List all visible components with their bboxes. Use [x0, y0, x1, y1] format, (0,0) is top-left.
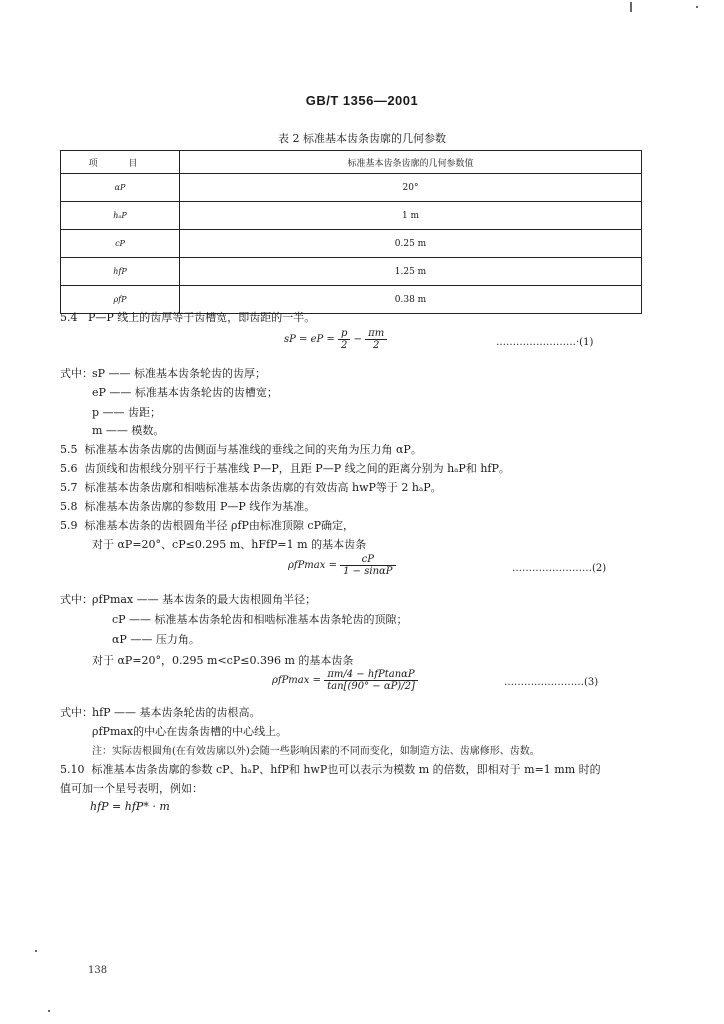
document-header: GB/T 1356—2001	[305, 93, 419, 108]
param-cell: hₐP	[61, 202, 180, 230]
frac-denominator: 2	[341, 340, 348, 351]
section-number: 5.6	[60, 462, 78, 475]
section-number: 5.5	[60, 443, 78, 456]
definition-item: ρfPmax的中心在齿条齿槽的中心线上。	[92, 725, 288, 738]
column-header-item: 项 目	[61, 151, 180, 174]
condition-text: 对于 αP=20°，0.295 m<cP≤0.396 m 的基本齿条	[92, 654, 354, 667]
defs-prefix: 式中：	[60, 367, 93, 380]
section-number: 5.10	[60, 763, 85, 776]
section-number: 5.9	[60, 519, 78, 532]
fraction	[324, 669, 418, 692]
parameter-table	[60, 150, 642, 314]
scan-speck	[35, 950, 37, 952]
value-cell: 0.38 m	[180, 286, 642, 314]
section-text: 标准基本齿条齿廓和相啮标准基本齿条齿廓的有效齿高 hwP等于 2 hₐP。	[84, 481, 442, 494]
param-cell: αP	[61, 174, 180, 202]
scan-speck	[696, 6, 698, 8]
definition-item: αP —— 压力角。	[112, 633, 200, 646]
section-5-4	[60, 309, 315, 325]
table-caption: 表 2 标准基本齿条齿廓的几何参数	[278, 132, 446, 145]
eq-left: sP = eP =	[284, 334, 335, 345]
eq-operator: −	[353, 334, 362, 345]
param-cell: cP	[61, 230, 180, 258]
column-header-value: 标准基本齿条齿廓的几何参数值	[180, 151, 642, 174]
section-5-10	[60, 761, 601, 777]
frac-denominator: 1 − sinαP	[343, 566, 393, 577]
fraction	[365, 328, 387, 351]
section-text: 标准基本齿条齿廓的参数 cP、hₐP、hfP和 hwP也可以表示为模数 m 的倍数，即相对于 m=1 mm 时的	[91, 763, 601, 776]
section-5-6	[60, 460, 510, 476]
section-text: 标准基本齿条的齿根圆角半径 ρfP由标准顶隙 cP确定，	[84, 519, 354, 532]
fraction	[340, 554, 395, 577]
frac-denominator: 2	[373, 340, 380, 351]
value-cell: 1.25 m	[180, 258, 642, 286]
eq-left: ρfPmax =	[288, 560, 337, 571]
param-cell: hfP	[61, 258, 180, 286]
equation-number: ……………………·(1)	[496, 337, 594, 348]
scan-speck	[48, 1010, 50, 1012]
frac-numerator: cP	[340, 554, 395, 566]
definition-item: m —— 模数。	[92, 424, 165, 437]
frac-numerator: p	[338, 328, 350, 340]
page-number: 138	[88, 965, 108, 976]
eq-left: ρfPmax =	[272, 675, 321, 686]
param-cell: ρfP	[61, 286, 180, 314]
equation-2	[288, 554, 396, 577]
defs-prefix: 式中：	[60, 706, 93, 719]
section-text: 标准基本齿条齿廓的参数用 P—P 线作为基准。	[84, 500, 316, 513]
section-text-cont: 值可加一个星号表明，例如：	[60, 782, 203, 795]
definition-item: hfP —— 基本齿条轮齿的齿根高。	[92, 706, 261, 719]
note-text: 注：实际齿根圆角(在有效齿廓以外)会随一些影响因素的不同而变化，如制造方法、齿廓修形、齿数。	[92, 746, 540, 757]
table-header-row	[61, 151, 642, 174]
value-cell: 1 m	[180, 202, 642, 230]
equation-1	[284, 328, 387, 351]
table-row	[61, 174, 642, 202]
frac-numerator: πm/4 − hfPtanαP	[324, 669, 418, 681]
definition-item: ρfPmax —— 基本齿条的最大齿根圆角半径；	[92, 593, 317, 606]
section-text: 标准基本齿条齿廓的齿侧面与基准线的垂线之间的夹角为压力角 αP。	[84, 443, 422, 456]
table-row	[61, 258, 642, 286]
condition-text: 对于 αP=20°、cP≤0.295 m、hFfP=1 m 的基本齿条	[92, 538, 367, 551]
section-number: 5.8	[60, 500, 78, 513]
scan-speck	[630, 2, 632, 12]
table-row	[61, 230, 642, 258]
definition-item: p —— 齿距；	[92, 406, 162, 419]
section-text: P—P 线上的齿厚等于齿槽宽，即齿距的一半。	[88, 311, 316, 324]
section-text: 齿顶线和齿根线分别平行于基准线 P—P，且距 P—P 线之间的距离分别为 hₐP和 hfP。	[84, 462, 510, 475]
section-5-7	[60, 479, 442, 495]
definition-item: sP —— 标准基本齿条轮齿的齿厚；	[92, 367, 267, 380]
frac-denominator: tan[(90° − αP)/2]	[327, 681, 415, 692]
fraction	[338, 328, 350, 351]
section-number: 5.7	[60, 481, 78, 494]
definition-item: eP —— 标准基本齿条轮齿的齿槽宽；	[92, 386, 278, 399]
section-5-9	[60, 517, 354, 533]
equation-number: ……………………(3)	[504, 677, 599, 688]
equation-3	[272, 669, 418, 692]
example-formula: hfP = hfP* · m	[90, 800, 170, 813]
value-cell: 20°	[180, 174, 642, 202]
defs-prefix: 式中：	[60, 593, 93, 606]
definition-item: cP —— 标准基本齿条轮齿和相啮标准基本齿条轮齿的顶隙；	[112, 613, 408, 626]
frac-numerator: πm	[365, 328, 387, 340]
equation-number: ……………………(2)	[512, 563, 607, 574]
value-cell: 0.25 m	[180, 230, 642, 258]
table-row	[61, 202, 642, 230]
section-number: 5.4	[60, 311, 78, 324]
section-5-5	[60, 441, 422, 457]
section-5-8	[60, 498, 315, 514]
